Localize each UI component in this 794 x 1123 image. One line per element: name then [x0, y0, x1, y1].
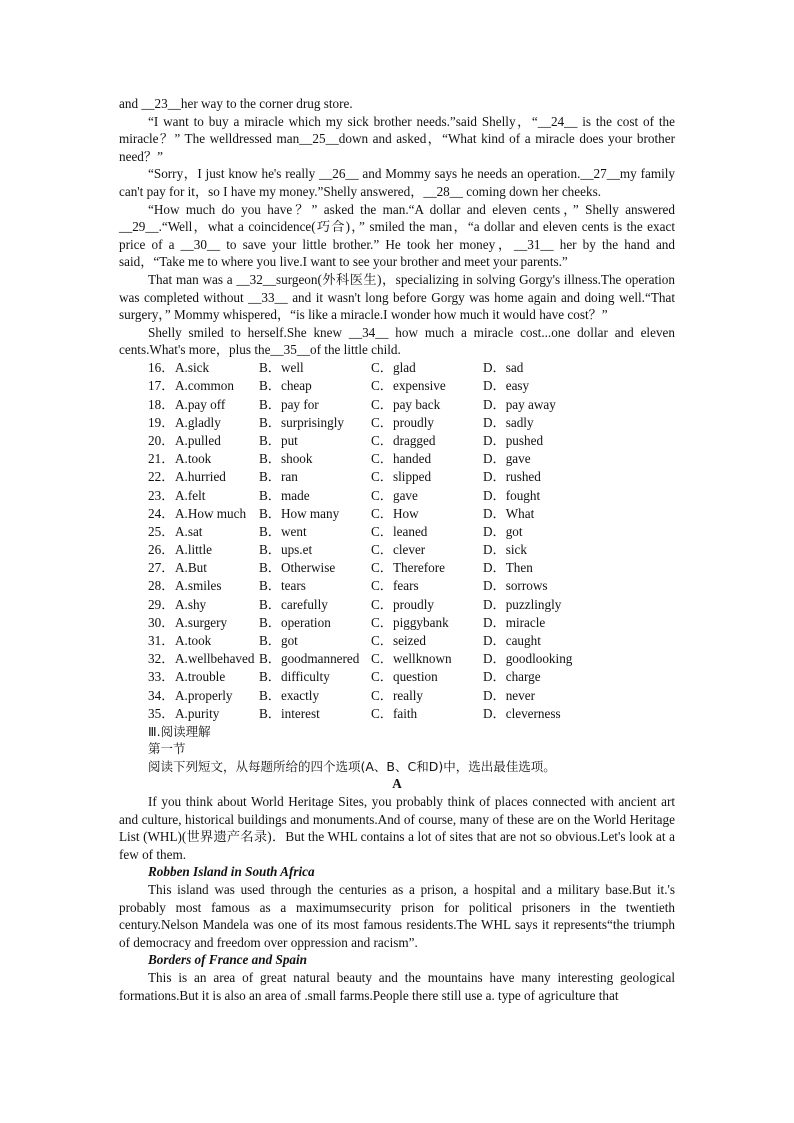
question-number: 31．	[148, 633, 175, 649]
option-row	[119, 559, 675, 577]
option-d: D．sadly	[483, 414, 534, 430]
question-number: 21．	[148, 451, 175, 467]
option-a: A.pulled	[175, 432, 221, 448]
option-b: B．pay for	[259, 396, 319, 412]
question-number: 26．	[148, 542, 175, 558]
option-c: C．dragged	[371, 432, 436, 448]
option-c: C．clever	[371, 542, 426, 558]
option-a: A.surgery	[175, 614, 228, 630]
question-number: 16．	[148, 360, 175, 376]
cloze-paragraph: “I want to buy a miracle which my sick brother needs.”said Shelly，“__24__ is the cost of the miracle？” The welldressed man__25__down and asked，“What kind of a miracle does your brother need？”	[119, 113, 675, 164]
option-a: A.wellbehaved	[175, 651, 255, 667]
passage-label: A	[392, 776, 402, 792]
question-number: 22．	[148, 469, 175, 485]
option-d: D．pushed	[483, 432, 544, 448]
option-b: B．made	[259, 487, 310, 503]
option-b: B．cheap	[259, 378, 312, 394]
option-row	[119, 577, 675, 595]
option-b: B．put	[259, 432, 298, 448]
question-number: 23．	[148, 487, 175, 503]
site-title: Robben Island in South Africa	[148, 864, 315, 880]
option-b: B．well	[259, 360, 304, 376]
option-c: C．fears	[371, 578, 419, 594]
option-a: A.sat	[175, 523, 203, 539]
option-a: A.smiles	[175, 578, 222, 594]
option-d: D．gave	[483, 451, 531, 467]
question-number: 30．	[148, 614, 175, 630]
cloze-paragraph: “Sorry，I just know he's really __26__ and Mommy says he needs an operation.__27__my family can't pay for it，so I have my money.”Shelly answered，__28__ coming down her cheeks.	[119, 166, 675, 199]
option-c: C．leaned	[371, 523, 428, 539]
option-row	[119, 650, 675, 668]
option-c: C．expensive	[371, 378, 446, 394]
option-b: B．went	[259, 523, 307, 539]
instruction-text: 阅读下列短文，从每题所给的四个选项(A、B、C和D)中，选出最佳选项。	[148, 758, 556, 774]
option-b: B．ran	[259, 469, 298, 485]
site-text: This is an area of great natural beauty and the mountains have many interesting geological formations.But it is also an area of .small farms.People there still use a. type of agriculture that	[119, 969, 675, 1003]
option-row	[119, 704, 675, 722]
question-number: 17．	[148, 378, 175, 394]
question-number: 33．	[148, 669, 175, 685]
option-c: C．question	[371, 669, 438, 685]
cloze-paragraph: “How much do you have？” asked the man.“A dollar and eleven cents，” Shelly answered __29__.“Well，what a coincidence(巧合)，” smiled the man，“a dollar and eleven cents is the exact price of a __30__ to save your little brother.” He took her money，__31__ her by the hand and said，“Take me to where you live.I want to see your brother and meet your parents.”	[119, 201, 675, 270]
question-number: 32．	[148, 651, 175, 667]
option-a: A.How much	[175, 505, 247, 521]
option-d: D．goodlooking	[483, 651, 573, 667]
option-a: A.little	[175, 542, 212, 558]
question-number: 28．	[148, 578, 175, 594]
option-b: B．carefully	[259, 596, 328, 612]
option-a: A.gladly	[175, 414, 221, 430]
option-d: D．charge	[483, 669, 541, 685]
option-c: C．glad	[371, 360, 416, 376]
option-d: D．miracle	[483, 614, 546, 630]
option-row	[119, 377, 675, 395]
option-d: D．got	[483, 523, 523, 539]
question-number: 19．	[148, 414, 175, 430]
part-heading: 第一节	[148, 741, 186, 757]
option-b: B．operation	[259, 614, 331, 630]
option-d: D．sorrows	[483, 578, 548, 594]
question-number: 18．	[148, 396, 175, 412]
question-number: 24．	[148, 505, 175, 521]
option-row	[119, 632, 675, 650]
option-d: D．cleverness	[483, 705, 561, 721]
option-b: B．shook	[259, 451, 313, 467]
option-row	[119, 523, 675, 541]
question-number: 35．	[148, 705, 175, 721]
option-a: A.sick	[175, 360, 210, 376]
option-a: A.took	[175, 633, 212, 649]
option-d: D．easy	[483, 378, 530, 394]
option-c: C．piggybank	[371, 614, 449, 630]
option-c: C．seized	[371, 633, 426, 649]
option-c: C．really	[371, 687, 424, 703]
option-d: D．sick	[483, 542, 527, 558]
question-number: 29．	[148, 596, 175, 612]
option-c: C．proudly	[371, 414, 435, 430]
option-c: C．slipped	[371, 469, 432, 485]
option-d: D．What	[483, 505, 535, 521]
option-a: A.took	[175, 451, 212, 467]
option-b: B．Otherwise	[259, 560, 336, 576]
option-d: D．puzzlingly	[483, 596, 562, 612]
option-c: C．proudly	[371, 596, 435, 612]
option-row	[119, 504, 675, 522]
option-row	[119, 614, 675, 632]
option-c: C．How	[371, 505, 419, 521]
option-d: D．sad	[483, 360, 524, 376]
option-d: D．fought	[483, 487, 541, 503]
option-d: D．rushed	[483, 469, 541, 485]
section-heading: Ⅲ.阅读理解	[148, 723, 211, 739]
option-a: A.common	[175, 378, 234, 394]
option-a: A.But	[175, 560, 207, 576]
option-b: B．tears	[259, 578, 306, 594]
option-c: C．handed	[371, 451, 432, 467]
passage-intro: If you think about World Heritage Sites, you probably think of places connected with ancient art and culture, historical buildings and monuments.And of course, many of these are on the World Heritage List (WHL)(世界遗产名录)．But the WHL contains a lot of sites that are not so obvious.Let's look at a few of them.	[119, 794, 675, 862]
site-title: Borders of France and Spain	[148, 952, 308, 968]
option-b: B．How many	[259, 505, 340, 521]
option-d: D．caught	[483, 633, 541, 649]
document-page	[119, 95, 675, 1004]
question-number: 20．	[148, 432, 175, 448]
option-b: B．surprisingly	[259, 414, 344, 430]
option-a: A.purity	[175, 705, 220, 721]
option-row	[119, 468, 675, 486]
site-text: This island was used through the centuries as a prison, a hospital and a military base.But it.'s probably most famous as a maximumsecurity prison for political prisoners in the twentieth century.Nelson Mandela was one of its most famous residents.The WHL says it represents“the triumph of democracy and freedom over oppression and racism”.	[119, 882, 675, 950]
option-c: C．Therefore	[371, 560, 445, 576]
option-row	[119, 486, 675, 504]
option-c: C．faith	[371, 705, 418, 721]
option-row	[119, 413, 675, 431]
option-a: A.pay off	[175, 396, 226, 412]
option-a: A.felt	[175, 487, 206, 503]
option-c: C．pay back	[371, 396, 441, 412]
option-row	[119, 450, 675, 468]
option-row	[119, 541, 675, 559]
cloze-paragraph: Shelly smiled to herself.She knew __34__ how much a miracle cost...one dollar and eleven cents.What's more，plus the__35__of the little child.	[119, 324, 675, 358]
option-d: D．Then	[483, 560, 533, 576]
option-c: C．gave	[371, 487, 418, 503]
option-b: B．got	[259, 633, 298, 649]
option-row	[119, 668, 675, 686]
option-row	[119, 359, 675, 377]
option-a: A.shy	[175, 596, 207, 612]
question-number: 25．	[148, 523, 175, 539]
option-row	[119, 395, 675, 413]
option-b: B．goodmannered	[259, 651, 360, 667]
option-b: B．exactly	[259, 687, 320, 703]
option-b: B．difficulty	[259, 669, 330, 685]
cloze-paragraph: and __23__her way to the corner drug store.	[119, 96, 353, 111]
options-list	[119, 359, 675, 723]
option-row	[119, 432, 675, 450]
option-b: B．ups.et	[259, 542, 313, 558]
option-d: D．never	[483, 687, 535, 703]
cloze-paragraph: That man was a __32__surgeon(外科医生)，specializing in solving Gorgy's illness.The operation was completed without __33__ and it wasn't long before Gorgy was home again and doing well.“That surgery，” Mommy whispered，“is like a miracle.I wonder how much it would have cost？”	[119, 271, 675, 323]
option-b: B．interest	[259, 705, 320, 721]
option-row	[119, 686, 675, 704]
option-row	[119, 595, 675, 613]
option-c: C．wellknown	[371, 651, 452, 667]
option-a: A.trouble	[175, 669, 226, 685]
option-d: D．pay away	[483, 396, 556, 412]
question-number: 34．	[148, 687, 175, 703]
question-number: 27．	[148, 560, 175, 576]
option-a: A.hurried	[175, 469, 226, 485]
option-a: A.properly	[175, 687, 233, 703]
